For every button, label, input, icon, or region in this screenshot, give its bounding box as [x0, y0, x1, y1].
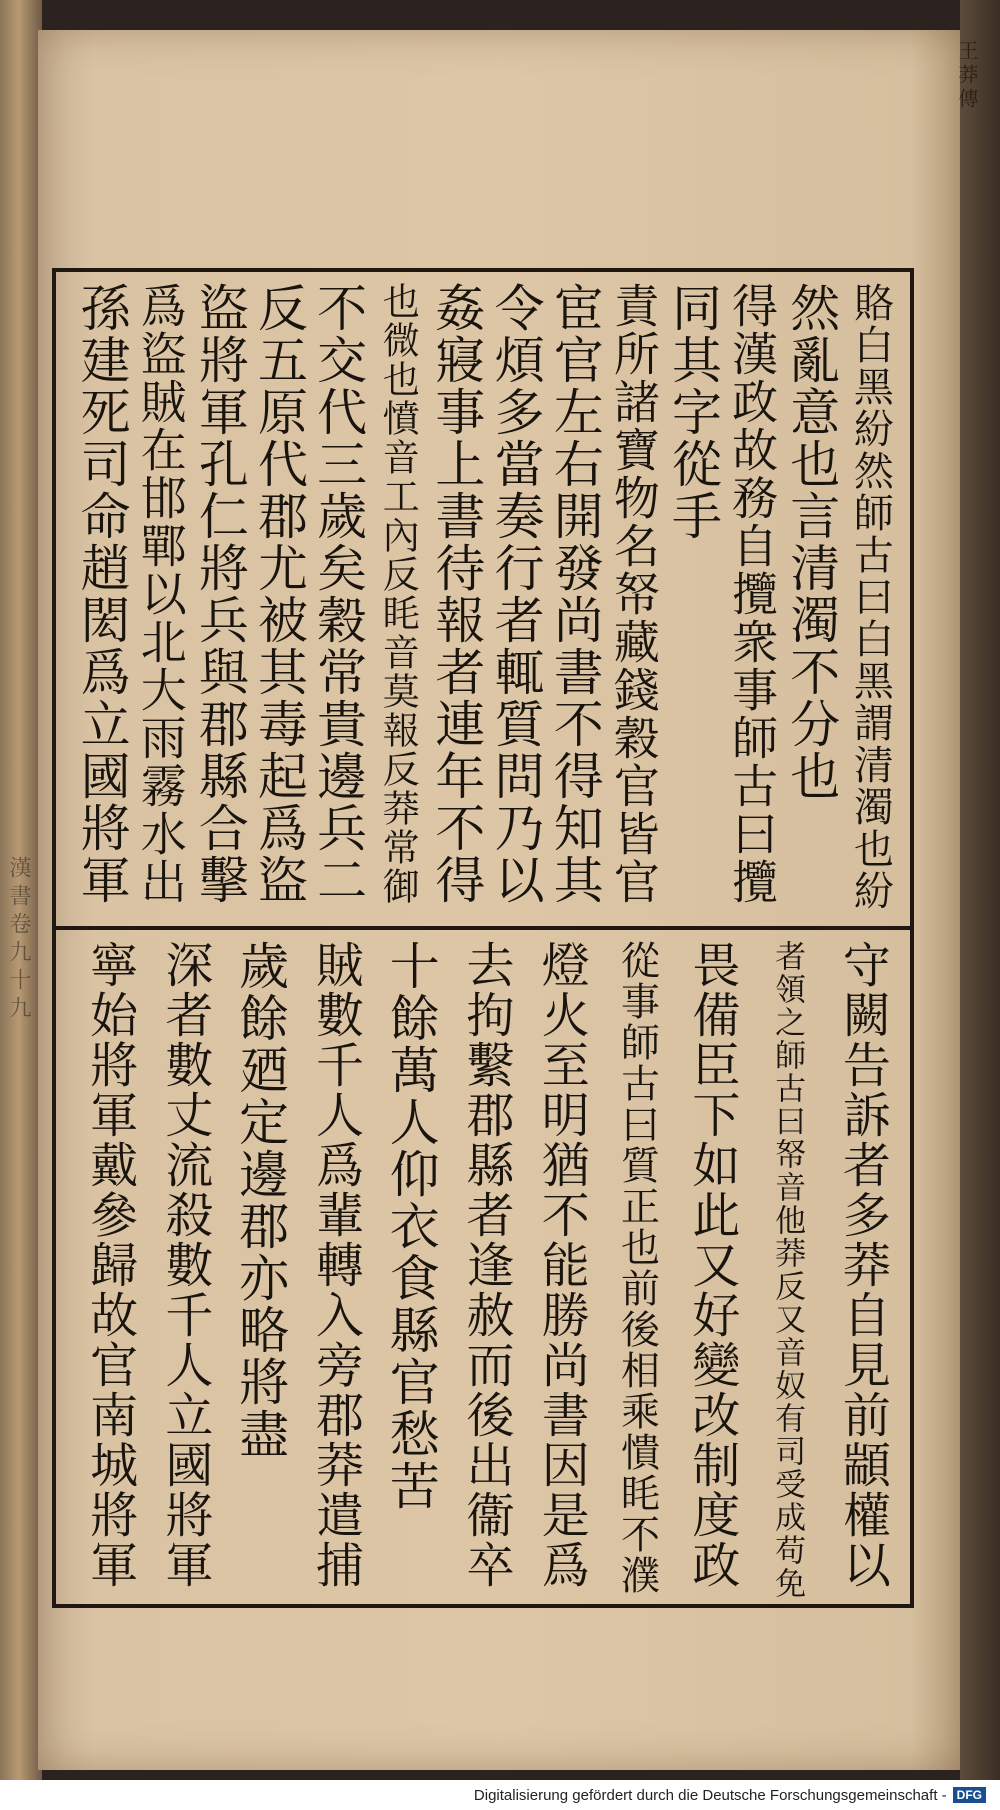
text-column: 不交代三歲矣穀常貴邊兵二	[309, 282, 368, 906]
text-column: 畏備臣下如此又好變改制度政	[683, 940, 740, 1590]
text-column: 賊數千人爲輩轉入旁郡莽遣捕	[307, 940, 364, 1590]
text-column: 爲盜賊在邯鄲以北大雨霧水出	[133, 282, 188, 906]
text-column: 姦寢事上書待報者連年不得	[427, 282, 486, 906]
text-column: 反五原代郡尤被其毒起爲盜	[250, 282, 308, 906]
adjacent-page-strip: 漢書卷九十九	[6, 856, 31, 1024]
text-column: 同其字從手	[664, 282, 722, 542]
frame-divider	[52, 926, 914, 930]
running-head: 王莽傳	[955, 40, 979, 112]
text-column: 令煩多當奏行者輒質問乃以	[486, 282, 545, 906]
text-column: 寧始將軍戴參歸故官南城將軍	[81, 940, 138, 1590]
dfg-logo: DFG	[953, 1787, 986, 1803]
text-column: 然亂意也言清濁不分也	[782, 282, 841, 802]
text-column: 十餘萬人仰衣食縣官愁苦	[381, 940, 440, 1512]
footer-text: Digitalisierung gefördert durch die Deutsche Forschungsgemeinschaft -	[473, 1786, 947, 1804]
text-column: 守闕告訴者多莽自見前顓權以	[834, 940, 891, 1590]
text-column: 歲餘廼定邊郡亦略將盡	[231, 940, 290, 1460]
text-column: 也微也憤音工內反眊音莫報反莽常御	[376, 282, 420, 906]
text-column: 孫建死司命趙閎爲立國將軍	[72, 282, 131, 906]
text-column: 盜將軍孔仁將兵與郡縣合擊	[190, 282, 249, 906]
text-column: 深者數丈流殺數千人立國將軍	[156, 940, 213, 1590]
text-column: 燈火至明猶不能勝尚書因是爲	[533, 940, 590, 1590]
text-column: 去拘繫郡縣者逢赦而後出衞卒	[458, 940, 514, 1590]
digitization-footer	[0, 1780, 1000, 1810]
text-column: 宦官左右開發尚書不得知其	[545, 282, 604, 906]
text-column: 得漢政故務自攬衆事師古曰攬	[725, 282, 780, 906]
text-column: 賂白黑紛然師古曰白黑謂清濁也紛	[847, 282, 894, 912]
text-column: 從事師古曰質正也前後相乘憒眊不濮	[614, 940, 660, 1596]
text-column: 者領之師古曰帑音他莽反又音奴有司受成苟免	[769, 940, 806, 1600]
text-column: 責所諸寶物名帑藏錢穀官皆官	[606, 282, 661, 906]
